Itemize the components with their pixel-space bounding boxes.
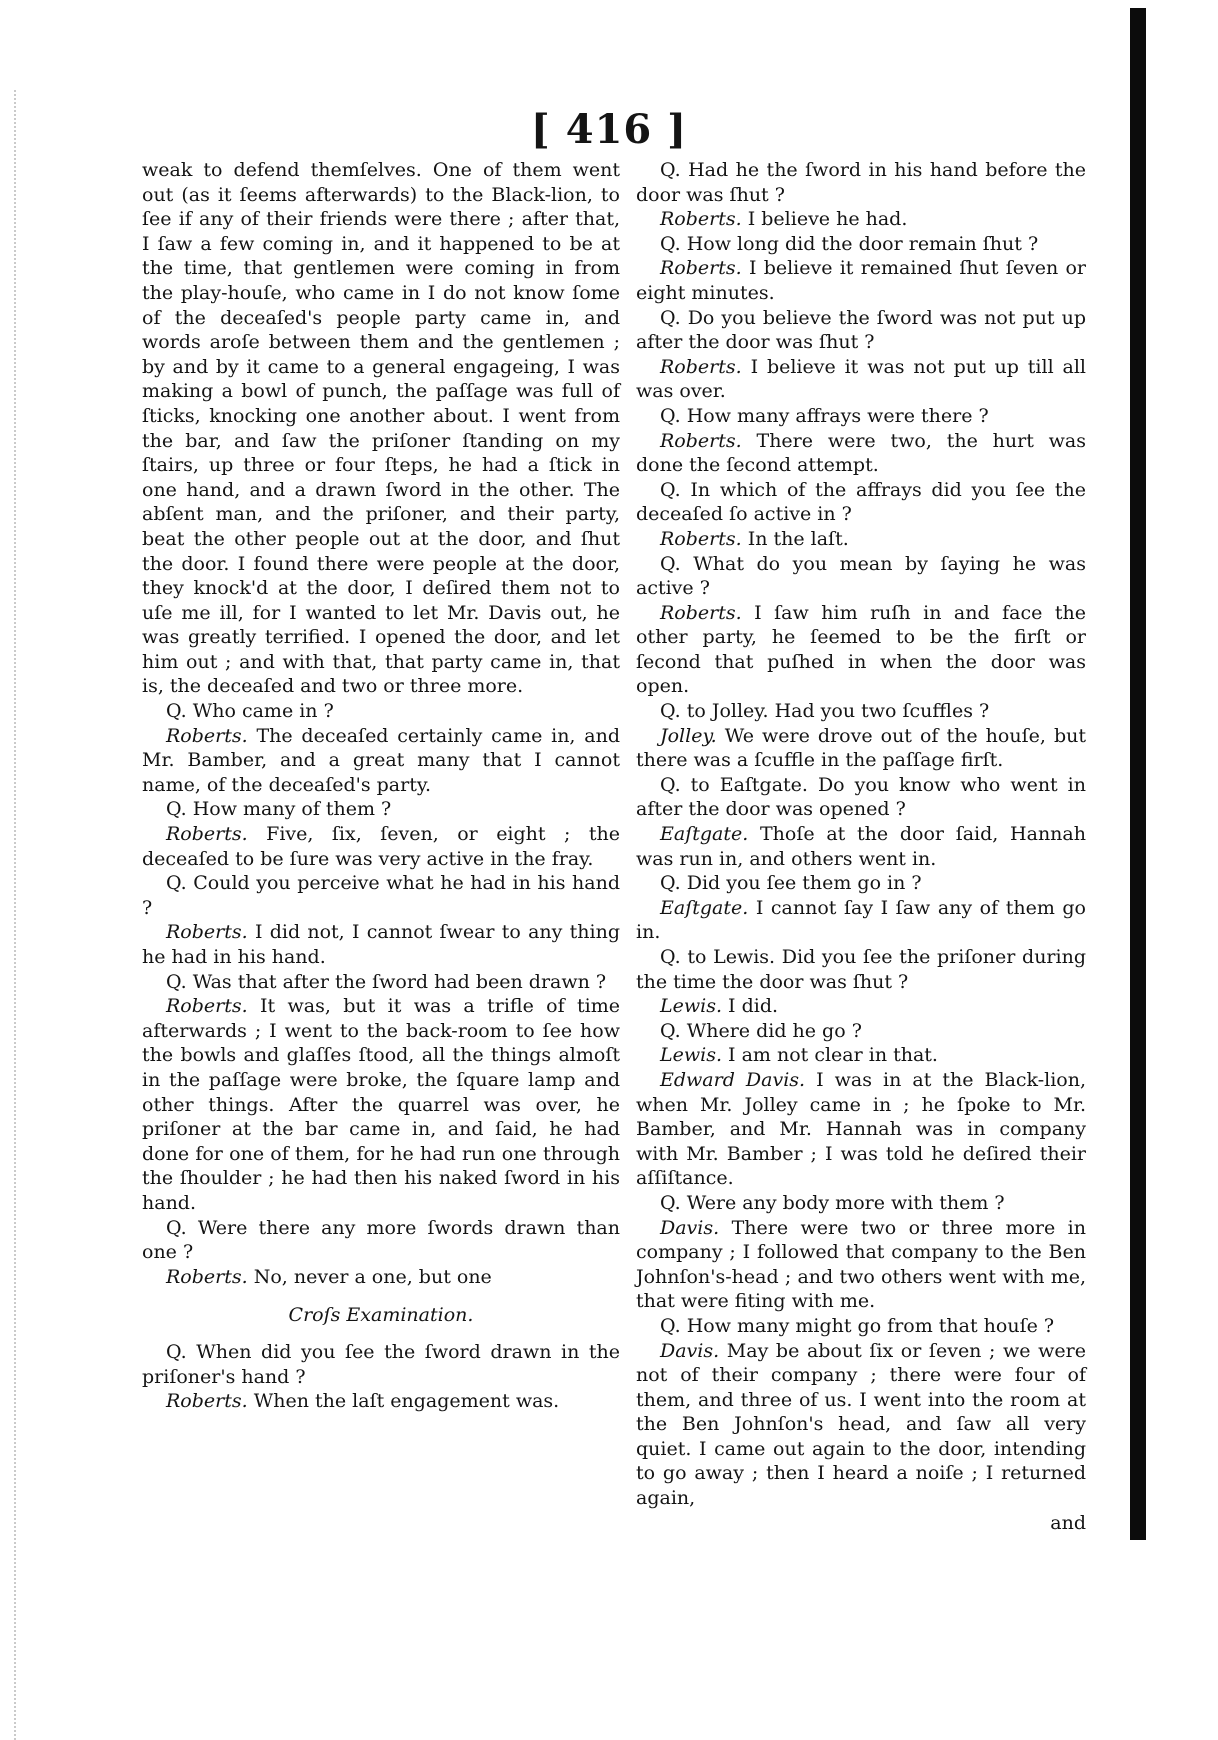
catchword: and <box>1050 1511 1086 1534</box>
answer: Edward Davis. I was in at the Black-lion, when Mr. Jolley came in ; he ſpoke to Mr. Bamber, and Mr. Hannah was in company with Mr. Bamber ; I was told he deſired their aſſiſtance. <box>636 1068 1087 1190</box>
answer: Roberts. When the laſt engagement was. <box>166 1390 560 1413</box>
answer: Roberts. Five, ſix, ſeven, or eight ; the deceaſed to be ſure was very active in the fray. <box>142 823 620 870</box>
speaker-name: Lewis. <box>660 1044 722 1067</box>
binding-shadow <box>1130 8 1146 1540</box>
question: Q. How long did the door remain ſhut ? <box>660 232 1039 255</box>
page-number: [ 416 ] <box>530 106 688 153</box>
question: Q. Could you perceive what he had in his hand ? <box>142 872 620 919</box>
speaker-name: Roberts. <box>660 257 742 280</box>
question: Q. Where did he go ? <box>660 1019 862 1042</box>
answer: Eaſtgate. I cannot ſay I ſaw any of them go in. <box>636 896 1086 944</box>
speaker-name: Lewis. <box>660 995 722 1018</box>
question: Q. to Jolley. Had you two ſcuffles ? <box>660 700 990 723</box>
question: Q. Do you believe the ſword was not put up after the door was ſhut ? <box>636 306 1086 354</box>
answer: Roberts. I believe it remained ſhut ſeven or eight minutes. <box>636 257 1086 304</box>
speaker-name: Roberts. <box>166 921 248 944</box>
speaker-name: Roberts. <box>660 601 742 624</box>
speaker-name: Edward Davis. <box>660 1068 806 1091</box>
speaker-name: Roberts. <box>166 823 248 846</box>
question: Q. to Eaſtgate. Do you know who went in after the door was opened ? <box>636 773 1086 821</box>
answer: Roberts. There were two, the hurt was done the ſecond attempt. <box>636 429 1086 477</box>
question: Q. Were any body more with them ? <box>660 1191 1005 1214</box>
question: Q. Did you ſee them go in ? <box>660 872 922 895</box>
question: Q. Who came in ? <box>166 700 334 723</box>
speaker-name: Roberts. <box>660 355 742 378</box>
speaker-name: Davis. <box>660 1339 720 1362</box>
question: Q. How many of them ? <box>166 798 392 821</box>
answer: Roberts. It was, but it was a trifle of time afterwards ; I went to the back-room to ſee how the bowls and glaſſes ſtood, all the things almoſt in the paſſage were broke, the ſquare lamp and other things. After the quarrel was over, he priſoner at the bar came in, and ſaid, he had done for one of them, for he had run one through the ſhoulder ; he had then his naked ſword in his hand. <box>142 995 620 1214</box>
question: Q. to Lewis. Did you ſee the priſoner during the time the door was ſhut ? <box>636 946 1086 993</box>
answer: Roberts. I believe he had. <box>660 208 908 231</box>
question: Q. Were there any more ſwords drawn than one ? <box>142 1216 620 1264</box>
answer: Roberts. In the laſt. <box>660 527 849 550</box>
speaker-name: Roberts. <box>166 995 248 1018</box>
section-heading: Croſs Examination. <box>288 1304 474 1327</box>
right-column <box>636 158 1086 1535</box>
answer: Roberts. I believe it was not put up till all was over. <box>636 355 1087 403</box>
question: Q. What do you mean by ſaying he was active ? <box>636 552 1086 600</box>
speaker-name: Roberts. <box>166 724 248 747</box>
speaker-name: Jolley. <box>660 724 717 747</box>
answer: Eaſtgate. Thoſe at the door ſaid, Hannah was run in, and others went in. <box>636 823 1086 870</box>
speaker-name: Eaſtgate. <box>660 896 749 919</box>
speaker-name: Roberts. <box>660 527 742 550</box>
question: Q. When did you ſee the ſword drawn in the priſoner's hand ? <box>142 1340 620 1388</box>
paragraph: weak to defend themſelves. One of them went out (as it ſeems afterwards) to the Black-lion, to ſee if any of their friends were there ; after that, I ſaw a few coming in, and it happened to be at the time, that gentlemen were coming in from the play-houſe, who came in I do not know ſome of the deceaſed's people party came in, and words aroſe between them and the gentlemen ; by and by it came to a general engageing, I was making a bowl of punch, the paſſage was full of ſticks, knocking one another about. I went from the bar, and ſaw the priſoner ſtanding on my ſtairs, up three or four ſteps, he had a ſtick in one hand, and a drawn ſword in the other. The abſent man, and the priſoner, and their party, beat the other people out at the door, and ſhut the door. I found there were people at the door, they knock'd at the door, I deſired them not to uſe me ill, for I wanted to let Mr. Davis out, he was greatly terrified. I opened the door, and let him out ; and with that, that party came in, that is, the deceaſed and two or three more. <box>142 159 620 698</box>
answer: Lewis. I did. <box>660 995 779 1018</box>
speaker-name: Roberts. <box>166 1390 248 1413</box>
speaker-name: Roberts. <box>166 1265 248 1288</box>
speaker-name: Eaſtgate. <box>660 823 749 846</box>
question: Q. Had he the ſword in his hand before the door was ſhut ? <box>636 159 1086 206</box>
question: Q. Was that after the ſword had been drawn ? <box>166 970 607 993</box>
answer: Jolley. We were drove out of the houſe, but there was a ſcuffle in the paſſage firſt. <box>636 724 1086 772</box>
answer: Davis. There were two or three more in company ; I followed that company to the Ben Johnſon's-head ; and two others went with me, that were fiting with me. <box>636 1216 1086 1313</box>
question: Q. How many affrays were there ? <box>660 404 989 427</box>
answer: Roberts. The deceaſed certainly came in, and Mr. Bamber, and a great many that I cannot name, of the deceaſed's party. <box>142 724 620 796</box>
left-column <box>142 158 620 1414</box>
question: Q. In which of the affrays did you ſee the deceaſed ſo active in ? <box>636 478 1086 526</box>
answer: Lewis. I am not clear in that. <box>660 1044 938 1067</box>
scan-edge-specks <box>14 90 20 1740</box>
answer: Roberts. No, never a one, but one <box>166 1265 492 1288</box>
answer: Davis. May be about ſix or ſeven ; we were not of their company ; there were four of them, and three of us. I went into the room at the Ben Johnſon's head, and ſaw all very quiet. I came out again to the door, intending to go away ; then I heard a noiſe ; I returned again, <box>636 1339 1087 1510</box>
speaker-name: Roberts. <box>660 208 742 231</box>
speaker-name: Davis. <box>660 1216 720 1239</box>
answer: Roberts. I ſaw him ruſh in and face the other party, he ſeemed to be the firſt or ſecond that puſhed in when the door was open. <box>636 601 1086 698</box>
answer: Roberts. I did not, I cannot ſwear to any thing he had in his hand. <box>142 921 620 968</box>
question: Q. How many might go from that houſe ? <box>660 1314 1055 1337</box>
speaker-name: Roberts. <box>660 429 742 452</box>
